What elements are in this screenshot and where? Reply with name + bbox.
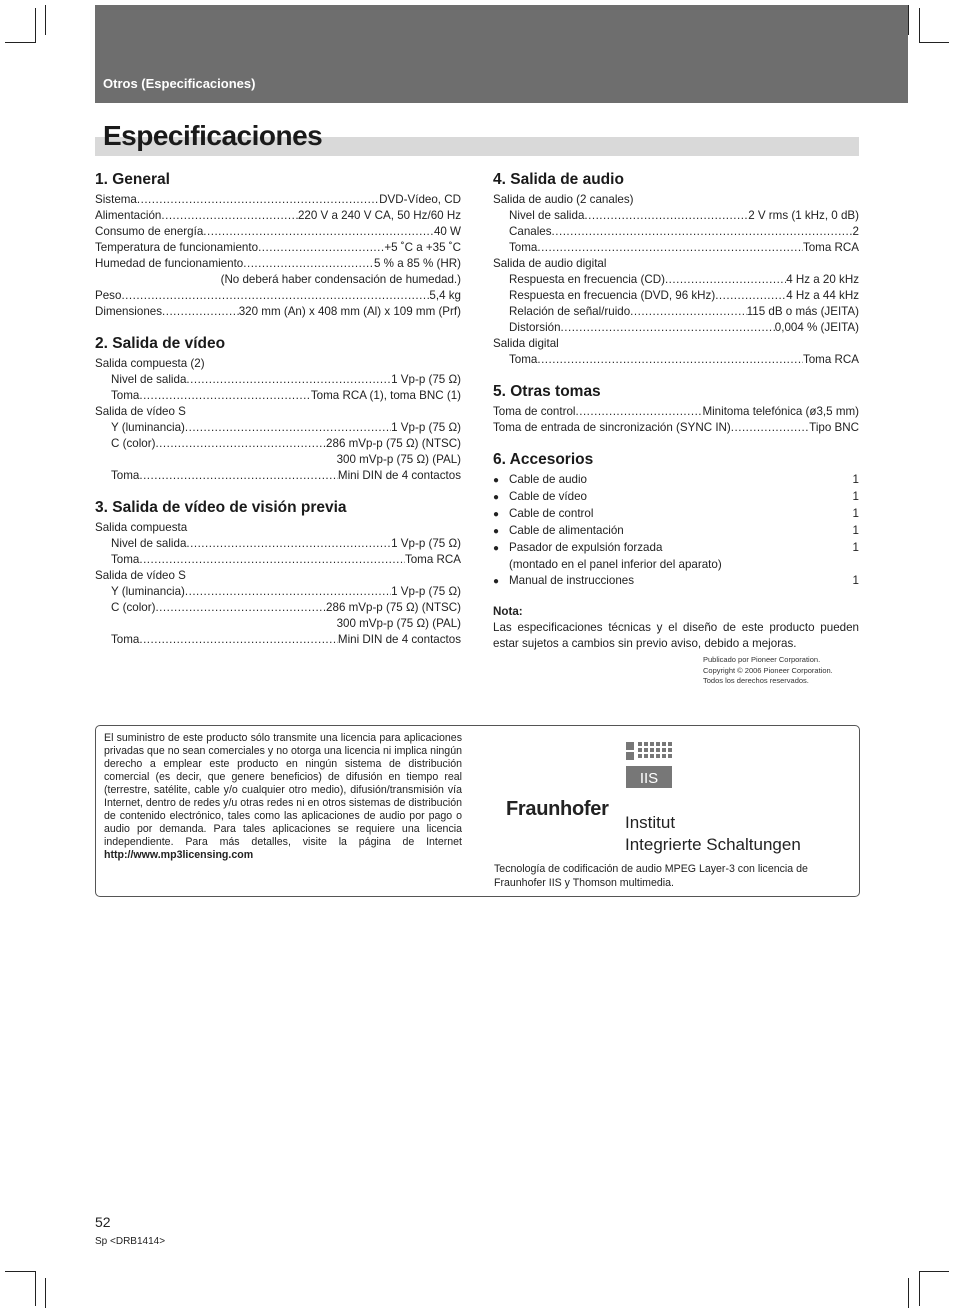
note-title: Nota:: [493, 605, 523, 618]
header-band: [95, 5, 908, 103]
spec-value: Minitoma telefónica (ø3,5 mm): [702, 405, 859, 418]
spec-label: Nivel de salida: [509, 209, 585, 222]
accessory-label: Pasador de expulsión forzada: [509, 541, 663, 554]
crop-mark: [908, 1278, 909, 1308]
spec-value: 2: [852, 225, 859, 238]
spec-label: Consumo de energía: [95, 225, 204, 238]
spec-label: Toma: [111, 553, 140, 566]
section-video-output: [95, 334, 461, 484]
spec-row: [493, 404, 859, 420]
copyright-line: Copyright © 2006 Pioneer Corporation.: [703, 665, 833, 675]
crop-mark: [919, 8, 920, 43]
spec-subheading: Salida de vídeo S: [95, 569, 186, 582]
spec-label: Peso: [95, 289, 122, 302]
spec-row: [95, 632, 461, 648]
accessory-qty: 1: [852, 574, 859, 587]
spec-label: C (color): [111, 601, 156, 614]
accessory-item: [493, 489, 859, 506]
spec-value: 1 Vp-p (75 Ω): [391, 373, 461, 386]
document-code: Sp <DRB1414>: [95, 1236, 166, 1247]
spec-label: Dimensiones: [95, 305, 163, 318]
spec-row: [493, 304, 859, 320]
spec-value: 2 V rms (1 kHz, 0 dB): [748, 209, 859, 222]
spec-row: [95, 600, 461, 616]
bullet-icon: [493, 523, 509, 540]
section-heading: 4. Salida de audio: [493, 171, 624, 188]
spec-row: [95, 468, 461, 484]
spec-row: [95, 240, 461, 256]
crop-mark: [919, 1271, 949, 1272]
right-column: [493, 170, 859, 666]
spec-value: 4 Hz a 44 kHz: [786, 289, 859, 302]
section-heading: 2. Salida de vídeo: [95, 335, 226, 352]
bullet-icon: [493, 573, 509, 590]
spec-value: +5 ˚C a +35 ˚C: [384, 241, 461, 254]
accessory-qty: 1: [852, 524, 859, 537]
section-heading: 1. General: [95, 171, 170, 188]
spec-label: Toma: [111, 389, 140, 402]
spec-subheading: Salida compuesta: [95, 521, 188, 534]
spec-value: 320 mm (An) x 408 mm (Al) x 109 mm (Prf): [238, 305, 461, 318]
spec-label: Toma: [111, 469, 140, 482]
spec-value-pal: 300 mVp-p (75 Ω) (PAL): [336, 617, 461, 630]
section-heading: 3. Salida de vídeo de visión previa: [95, 499, 347, 516]
spec-label: Respuesta en frecuencia (DVD, 96 kHz): [509, 289, 716, 302]
spec-label: Nivel de salida: [111, 373, 187, 386]
spec-subheading: Salida compuesta (2): [95, 357, 205, 370]
spec-label: Toma de entrada de sincronización (SYNC IN): [493, 421, 731, 434]
spec-value: Toma RCA: [802, 353, 859, 366]
crop-mark: [35, 1271, 36, 1306]
publisher-info: [703, 655, 833, 687]
spec-label: C (color): [111, 437, 156, 450]
accessory-label: Manual de instrucciones: [509, 574, 635, 587]
spec-row: [95, 304, 461, 320]
accessory-label: Cable de vídeo: [509, 490, 587, 503]
spec-value: 220 V a 240 V CA, 50 Hz/60 Hz: [297, 209, 461, 222]
rights-line: Todos los derechos reservados.: [703, 676, 809, 685]
accessory-item: [493, 523, 859, 540]
spec-row: [493, 208, 859, 224]
svg-text:IIS: IIS: [639, 770, 659, 787]
spec-label: Respuesta en frecuencia (CD): [509, 273, 665, 286]
spec-value: 115 dB o más (JEITA): [746, 305, 859, 318]
accessory-item: [493, 506, 859, 523]
spec-row: [493, 272, 859, 288]
spec-label: Toma de control: [493, 405, 576, 418]
spec-label: Alimentación: [95, 209, 162, 222]
spec-label: Y (luminancia): [111, 421, 185, 434]
spec-row: [493, 224, 859, 240]
spec-row: [493, 240, 859, 256]
crop-mark: [5, 42, 35, 43]
spec-label: Toma: [509, 353, 538, 366]
spec-label: Relación de señal/ruido: [509, 305, 631, 318]
institut-line: Institut: [625, 813, 676, 832]
spec-subheading: Salida de audio (2 canales): [493, 193, 634, 206]
humidity-note: (No deberá haber condensación de humedad.): [220, 273, 461, 286]
spec-subheading: Salida digital: [493, 337, 559, 350]
section-general: [95, 170, 461, 320]
license-box: [95, 725, 860, 897]
accessory-qty: 1: [852, 490, 859, 503]
spec-row: [95, 224, 461, 240]
spec-value: 286 mVp-p (75 Ω) (NTSC): [326, 601, 461, 614]
spec-row: [493, 352, 859, 368]
crop-mark: [35, 8, 36, 43]
spec-label: Toma: [111, 633, 140, 646]
spec-value: Toma RCA: [404, 553, 461, 566]
page-number: 52: [95, 1214, 111, 1230]
license-text: [104, 732, 462, 862]
institut-line: Integrierte Schaltungen: [625, 835, 801, 854]
accessory-label: Cable de audio: [509, 473, 587, 486]
crop-mark: [45, 5, 46, 35]
spec-value: 1 Vp-p (75 Ω): [391, 421, 461, 434]
bullet-icon: [493, 506, 509, 523]
note-body: Las especificaciones técnicas y el diseño de este producto pueden estar sujetos a cambios sin previo aviso, debido a mejoras.: [493, 621, 859, 650]
spec-row: [95, 256, 461, 272]
spec-label: Toma: [509, 241, 538, 254]
spec-value: 1 Vp-p (75 Ω): [391, 537, 461, 550]
spec-row: [493, 288, 859, 304]
spec-label: Y (luminancia): [111, 585, 185, 598]
spec-value: 40 W: [433, 225, 461, 238]
accessory-qty: 1: [852, 473, 859, 486]
crop-mark: [45, 1278, 46, 1308]
crop-mark: [919, 42, 949, 43]
accessory-item: [493, 472, 859, 489]
spec-row: [95, 536, 461, 552]
section-label: Otros (Especificaciones): [103, 76, 256, 91]
fraunhofer-name: Fraunhofer: [506, 798, 609, 820]
spec-label: Distorsión: [509, 321, 561, 334]
spec-row: [95, 420, 461, 436]
spec-value: Tipo BNC: [809, 421, 859, 434]
spec-value: 0,004 % (JEITA): [774, 321, 859, 334]
spec-value: 5,4 kg: [429, 289, 461, 302]
bullet-icon: [493, 540, 509, 557]
accessory-note: (montado en el panel inferior del aparato): [509, 558, 722, 571]
accessory-qty: 1: [852, 507, 859, 520]
spec-row: [493, 320, 859, 336]
spec-label: Temperatura de funcionamiento: [95, 241, 259, 254]
accessory-item: [493, 540, 859, 557]
license-body: El suministro de este producto sólo transmite una licencia para aplicaciones privadas que no sean comerciales y no otorga una licencia ni implica ningún derecho a emplear este producto en ningún sistema de distribución comercial (es decir, que genere beneficios) de difusión en tiempo real (terrestre, satélite, cable y/o cualquier otro medio), difusión/transmisión vía Internet, dentro de redes y/u otras redes ni en otros sistemas de distribución de contenido electrónico, tales como las aplicaciones de audio por pago o audio por demanda. Para tales aplicaciones se requiere una licencia independiente. Para más detalles, visite la página de Internet: [104, 732, 462, 848]
section-accessories: [493, 450, 859, 652]
spec-label: Canales: [509, 225, 552, 238]
spec-row: [95, 288, 461, 304]
spec-value: 5 % a 85 % (HR): [374, 257, 461, 270]
spec-value: 1 Vp-p (75 Ω): [391, 585, 461, 598]
spec-value: DVD-Vídeo, CD: [379, 193, 461, 206]
spec-value: 4 Hz a 20 kHz: [786, 273, 859, 286]
accessory-qty: 1: [852, 541, 859, 554]
spec-value: Mini DIN de 4 contactos: [337, 633, 461, 646]
spec-value: 286 mVp-p (75 Ω) (NTSC): [326, 437, 461, 450]
section-heading: 5. Otras tomas: [493, 383, 601, 400]
spec-value: Toma RCA: [802, 241, 859, 254]
publisher-line: Publicado por Pioneer Corporation.: [703, 655, 821, 664]
spec-row: [95, 584, 461, 600]
section-preview-output: [95, 498, 461, 648]
license-url: http://www.mp3licensing.com: [104, 849, 254, 861]
spec-label: Sistema: [95, 193, 137, 206]
accessory-label: Cable de alimentación: [509, 524, 624, 537]
spec-label: Nivel de salida: [111, 537, 187, 550]
institut-name: [625, 812, 801, 856]
spec-label: Humedad de funcionamiento: [95, 257, 244, 270]
bullet-icon: [493, 489, 509, 506]
spec-subheading: Salida de audio digital: [493, 257, 607, 270]
spec-row: [95, 192, 461, 208]
section-audio-output: [493, 170, 859, 368]
section-heading: 6. Accesorios: [493, 451, 594, 468]
spec-value-pal: 300 mVp-p (75 Ω) (PAL): [336, 453, 461, 466]
spec-value: Mini DIN de 4 contactos: [337, 469, 461, 482]
iis-logo-icon: [626, 742, 672, 788]
page-title: Especificaciones: [103, 120, 323, 151]
accessory-label: Cable de control: [509, 507, 594, 520]
spec-row: [493, 420, 859, 436]
spec-row: [95, 208, 461, 224]
bullet-icon: [493, 472, 509, 489]
spec-row: [95, 372, 461, 388]
mp3-license-caption: Tecnología de codificación de audio MPEG Layer-3 con licencia de Fraunhofer IIS y Thomson multimedia.: [494, 863, 808, 889]
spec-row: [95, 552, 461, 568]
spec-value: Toma RCA (1), toma BNC (1): [310, 389, 461, 402]
crop-mark: [5, 1271, 35, 1272]
spec-row: [95, 436, 461, 452]
spec-row: [95, 388, 461, 404]
left-column: [95, 170, 461, 662]
crop-mark: [908, 5, 909, 35]
crop-mark: [919, 1271, 920, 1306]
accessory-item: [493, 573, 859, 590]
section-other-jacks: [493, 382, 859, 436]
spec-subheading: Salida de vídeo S: [95, 405, 186, 418]
